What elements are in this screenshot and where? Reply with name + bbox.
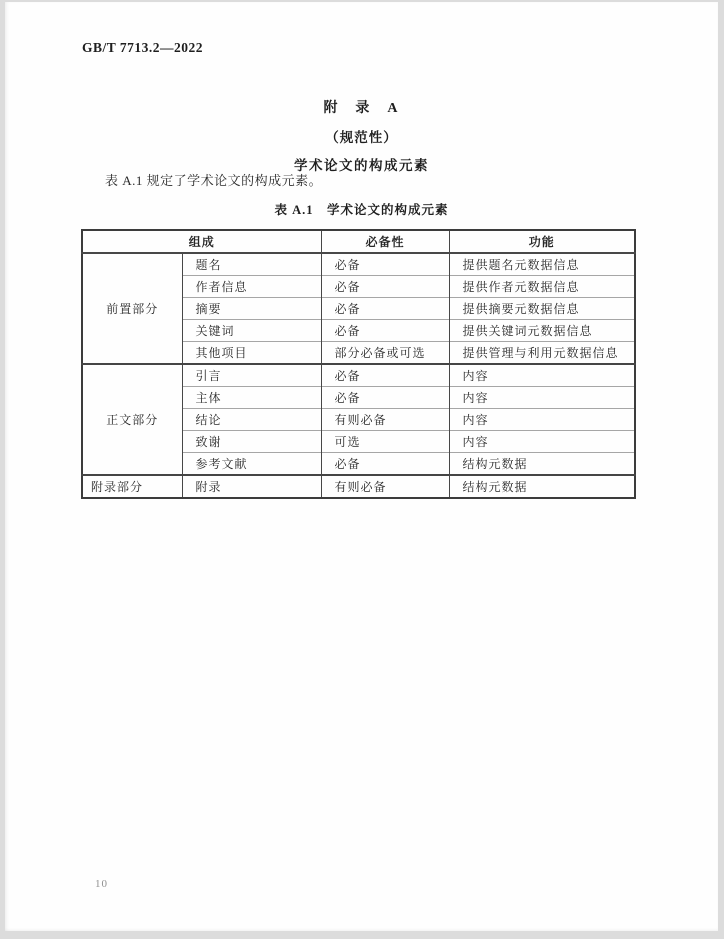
- availability-cell: 可选: [321, 431, 449, 453]
- function-cell: 内容: [449, 409, 635, 431]
- appendix-title-block: [5, 97, 718, 174]
- function-cell: 提供作者元数据信息: [449, 276, 635, 298]
- function-cell: 内容: [449, 364, 635, 387]
- function-cell: 结构元数据: [449, 475, 635, 498]
- table-caption: 表 A.1 学术论文的构成元素: [274, 203, 449, 217]
- table-row: [82, 475, 635, 498]
- availability-cell: 有则必备: [321, 475, 449, 498]
- item-cell: 摘要: [182, 298, 321, 320]
- item-cell: 主体: [182, 387, 321, 409]
- item-cell: 致谢: [182, 431, 321, 453]
- item-cell: 其他项目: [182, 342, 321, 365]
- intro-paragraph: 表 A.1 规定了学术论文的构成元素。: [105, 173, 323, 188]
- item-cell: 结论: [182, 409, 321, 431]
- appendix-heading: 学术论文的构成元素: [294, 158, 429, 173]
- availability-cell: 必备: [321, 276, 449, 298]
- availability-cell: 必备: [321, 453, 449, 476]
- document-page: [5, 2, 718, 931]
- elements-table: [81, 229, 636, 499]
- column-header-availability: 必备性: [321, 230, 449, 253]
- page-number: 10: [95, 878, 108, 890]
- table-header-row: [82, 230, 635, 253]
- table-row: [82, 253, 635, 276]
- function-cell: 提供关键词元数据信息: [449, 320, 635, 342]
- function-cell: 提供管理与利用元数据信息: [449, 342, 635, 365]
- appendix-subtitle: （规范性）: [325, 130, 398, 145]
- standard-number-header: GB/T 7713.2—2022: [82, 40, 204, 55]
- appendix-title: 附 录 A: [323, 101, 400, 116]
- group-cell-back-matter: 附录部分: [82, 475, 182, 498]
- function-cell: 结构元数据: [449, 453, 635, 476]
- group-cell-body-matter: 正文部分: [82, 364, 182, 475]
- item-cell: 参考文献: [182, 453, 321, 476]
- availability-cell: 部分必备或可选: [321, 342, 449, 365]
- function-cell: 提供摘要元数据信息: [449, 298, 635, 320]
- item-cell: 引言: [182, 364, 321, 387]
- table-row: [82, 364, 635, 387]
- availability-cell: 必备: [321, 253, 449, 276]
- availability-cell: 必备: [321, 320, 449, 342]
- item-cell: 附录: [182, 475, 321, 498]
- function-cell: 提供题名元数据信息: [449, 253, 635, 276]
- item-cell: 作者信息: [182, 276, 321, 298]
- availability-cell: 必备: [321, 298, 449, 320]
- function-cell: 内容: [449, 387, 635, 409]
- availability-cell: 有则必备: [321, 409, 449, 431]
- item-cell: 题名: [182, 253, 321, 276]
- function-cell: 内容: [449, 431, 635, 453]
- column-header-composition: 组成: [82, 230, 321, 253]
- column-header-function: 功能: [449, 230, 635, 253]
- availability-cell: 必备: [321, 387, 449, 409]
- item-cell: 关键词: [182, 320, 321, 342]
- availability-cell: 必备: [321, 364, 449, 387]
- group-cell-front-matter: 前置部分: [82, 253, 182, 364]
